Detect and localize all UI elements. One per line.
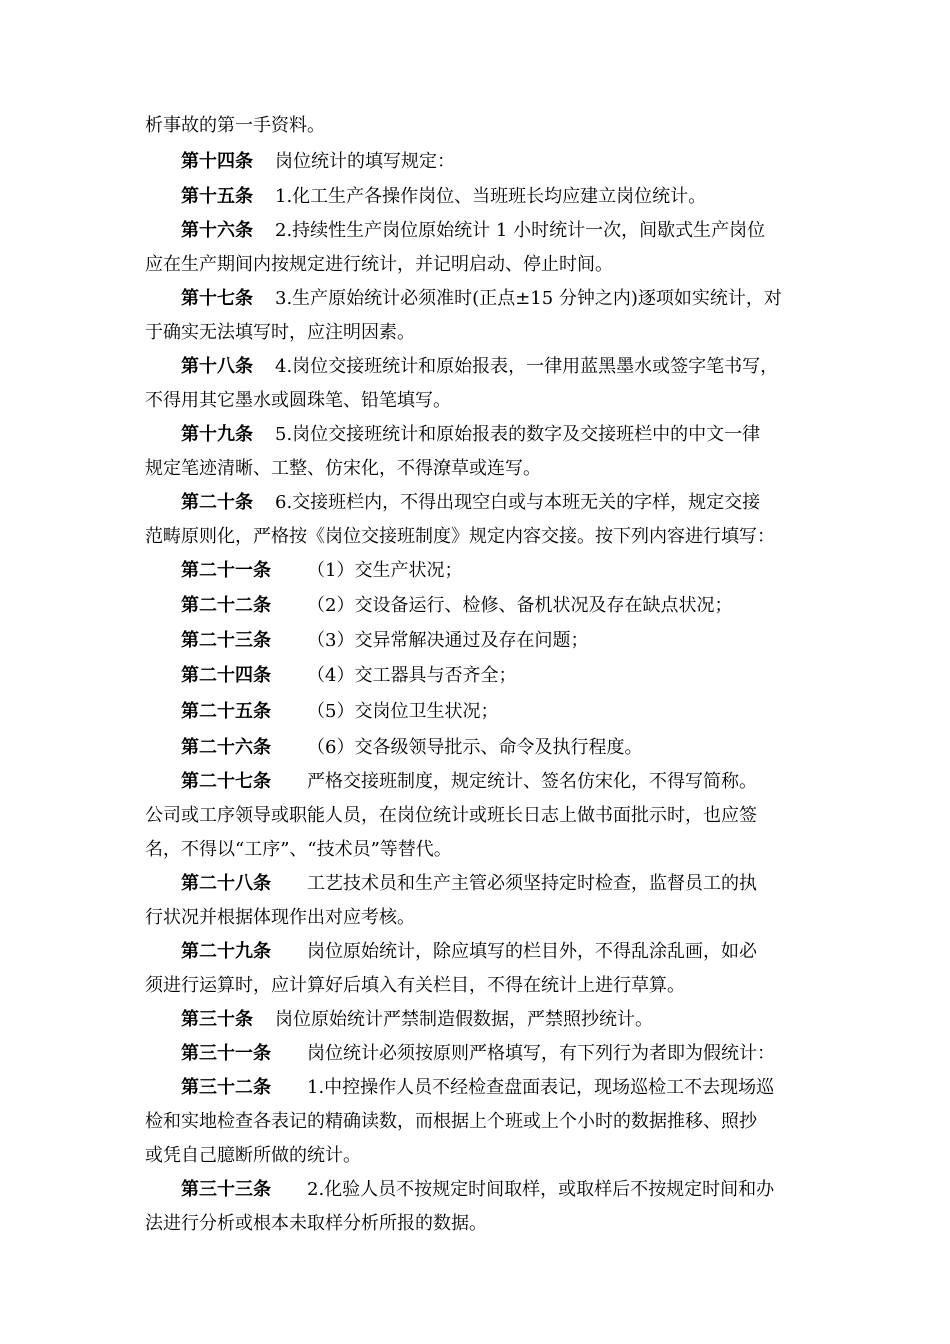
article-number: 第三十二条 bbox=[181, 1077, 271, 1098]
text-line bbox=[145, 253, 613, 277]
article-number: 第二十条 bbox=[181, 492, 253, 513]
article-number: 第二十一条 bbox=[181, 560, 271, 581]
article-line bbox=[181, 1076, 774, 1100]
line-text: 岗位统计必须按原则严格填写，有下列行为者即为假统计： bbox=[307, 1043, 775, 1064]
line-text: 4.岗位交接班统计和原始报表，一律用蓝黑墨水或签字笔书写， bbox=[275, 356, 779, 377]
article-number: 第二十五条 bbox=[181, 701, 271, 722]
article-line bbox=[181, 1042, 775, 1066]
article-line bbox=[181, 700, 498, 724]
article-line bbox=[181, 736, 642, 760]
line-text: 5.岗位交接班统计和原始报表的数字及交接班栏中的中文一律 bbox=[275, 424, 761, 445]
article-number: 第二十四条 bbox=[181, 665, 271, 686]
article-number: 第三十三条 bbox=[181, 1179, 271, 1200]
line-text: 岗位原始统计严禁制造假数据，严禁照抄统计。 bbox=[275, 1009, 653, 1030]
line-text: 规定笔迹清晰、工整、仿宋化，不得潦草或连写。 bbox=[145, 458, 541, 479]
text-line bbox=[145, 1212, 487, 1236]
line-text: 应在生产期间内按规定进行统计，并记明启动、停止时间。 bbox=[145, 254, 613, 275]
text-line bbox=[145, 1144, 361, 1168]
article-line bbox=[181, 770, 757, 794]
article-line bbox=[181, 629, 588, 653]
line-text: 3.生产原始统计必须准时(正点±15 分钟之内)逐项如实统计，对 bbox=[275, 288, 782, 309]
article-number: 第二十七条 bbox=[181, 771, 271, 792]
article-number: 第二十八条 bbox=[181, 873, 271, 894]
line-text: （3）交异常解决通过及存在问题； bbox=[307, 630, 589, 651]
article-number: 第二十三条 bbox=[181, 630, 271, 651]
article-number: 第十五条 bbox=[181, 186, 253, 207]
line-text: 名，不得以“工序”、“技术员”等替代。 bbox=[145, 839, 452, 860]
text-line bbox=[145, 114, 325, 138]
line-text: （4）交工器具与否齐全； bbox=[307, 665, 517, 686]
article-line bbox=[181, 355, 778, 379]
article-number: 第三十条 bbox=[181, 1009, 253, 1030]
text-line bbox=[145, 321, 415, 345]
text-line bbox=[145, 838, 452, 862]
text-line bbox=[145, 389, 451, 413]
article-line bbox=[181, 1178, 774, 1202]
article-line bbox=[181, 940, 757, 964]
article-line bbox=[181, 872, 757, 896]
article-number: 第十九条 bbox=[181, 424, 253, 445]
line-text: 法进行分析或根本未取样分析所报的数据。 bbox=[145, 1213, 487, 1234]
text-line bbox=[145, 804, 757, 828]
line-text: 6.交接班栏内，不得出现空白或与本班无关的字样，规定交接 bbox=[275, 492, 761, 513]
article-line bbox=[181, 491, 760, 515]
line-text: 检和实地检查各表记的精确读数，而根据上个班或上个小时的数据推移、照抄 bbox=[145, 1111, 757, 1132]
line-text: 工艺技术员和生产主管必须坚持定时检查，监督员工的执 bbox=[307, 873, 757, 894]
text-line bbox=[145, 1110, 757, 1134]
line-text: （6）交各级领导批示、命令及执行程度。 bbox=[307, 737, 643, 758]
line-text: 2.持续性生产岗位原始统计 1 小时统计一次，间歇式生产岗位 bbox=[275, 220, 766, 241]
text-line bbox=[145, 525, 775, 549]
article-line bbox=[181, 287, 782, 311]
article-number: 第十七条 bbox=[181, 288, 253, 309]
article-number: 第十六条 bbox=[181, 220, 253, 241]
line-text: （1）交生产状况； bbox=[307, 560, 463, 581]
line-text: 1.中控操作人员不经检查盘面表记，现场巡检工不去现场巡 bbox=[307, 1077, 775, 1098]
line-text: 岗位统计的填写规定： bbox=[275, 151, 455, 172]
article-line bbox=[181, 185, 706, 209]
article-line bbox=[181, 219, 765, 243]
line-text: 范畴原则化，严格按《岗位交接班制度》规定内容交接。按下列内容进行填写： bbox=[145, 526, 775, 547]
line-text: （5）交岗位卫生状况； bbox=[307, 701, 499, 722]
line-text: 析事故的第一手资料。 bbox=[145, 115, 325, 136]
article-number: 第三十一条 bbox=[181, 1043, 271, 1064]
article-line bbox=[181, 559, 462, 583]
text-line bbox=[145, 906, 415, 930]
article-number: 第十八条 bbox=[181, 356, 253, 377]
line-text: 或凭自己臆断所做的统计。 bbox=[145, 1145, 361, 1166]
article-line bbox=[181, 664, 516, 688]
article-line bbox=[181, 1008, 653, 1032]
article-number: 第二十二条 bbox=[181, 595, 271, 616]
article-line bbox=[181, 423, 760, 447]
line-text: 行状况并根据体现作出对应考核。 bbox=[145, 907, 415, 928]
line-text: 2.化验人员不按规定时间取样，或取样后不按规定时间和办 bbox=[307, 1179, 775, 1200]
article-line bbox=[181, 150, 455, 174]
line-text: 岗位原始统计，除应填写的栏目外，不得乱涂乱画，如必 bbox=[307, 941, 757, 962]
line-text: （2）交设备运行、检修、备机状况及存在缺点状况； bbox=[307, 595, 733, 616]
article-number: 第二十六条 bbox=[181, 737, 271, 758]
article-number: 第十四条 bbox=[181, 151, 253, 172]
article-line bbox=[181, 594, 732, 618]
line-text: 不得用其它墨水或圆珠笔、铅笔填写。 bbox=[145, 390, 451, 411]
text-line bbox=[145, 974, 685, 998]
line-text: 1.化工生产各操作岗位、当班班长均应建立岗位统计。 bbox=[275, 186, 707, 207]
line-text: 严格交接班制度，规定统计、签名仿宋化，不得写简称。 bbox=[307, 771, 757, 792]
line-text: 于确实无法填写时，应注明因素。 bbox=[145, 322, 415, 343]
text-line bbox=[145, 457, 541, 481]
line-text: 须进行运算时，应计算好后填入有关栏目，不得在统计上进行草算。 bbox=[145, 975, 685, 996]
article-number: 第二十九条 bbox=[181, 941, 271, 962]
line-text: 公司或工序领导或职能人员，在岗位统计或班长日志上做书面批示时，也应签 bbox=[145, 805, 757, 826]
